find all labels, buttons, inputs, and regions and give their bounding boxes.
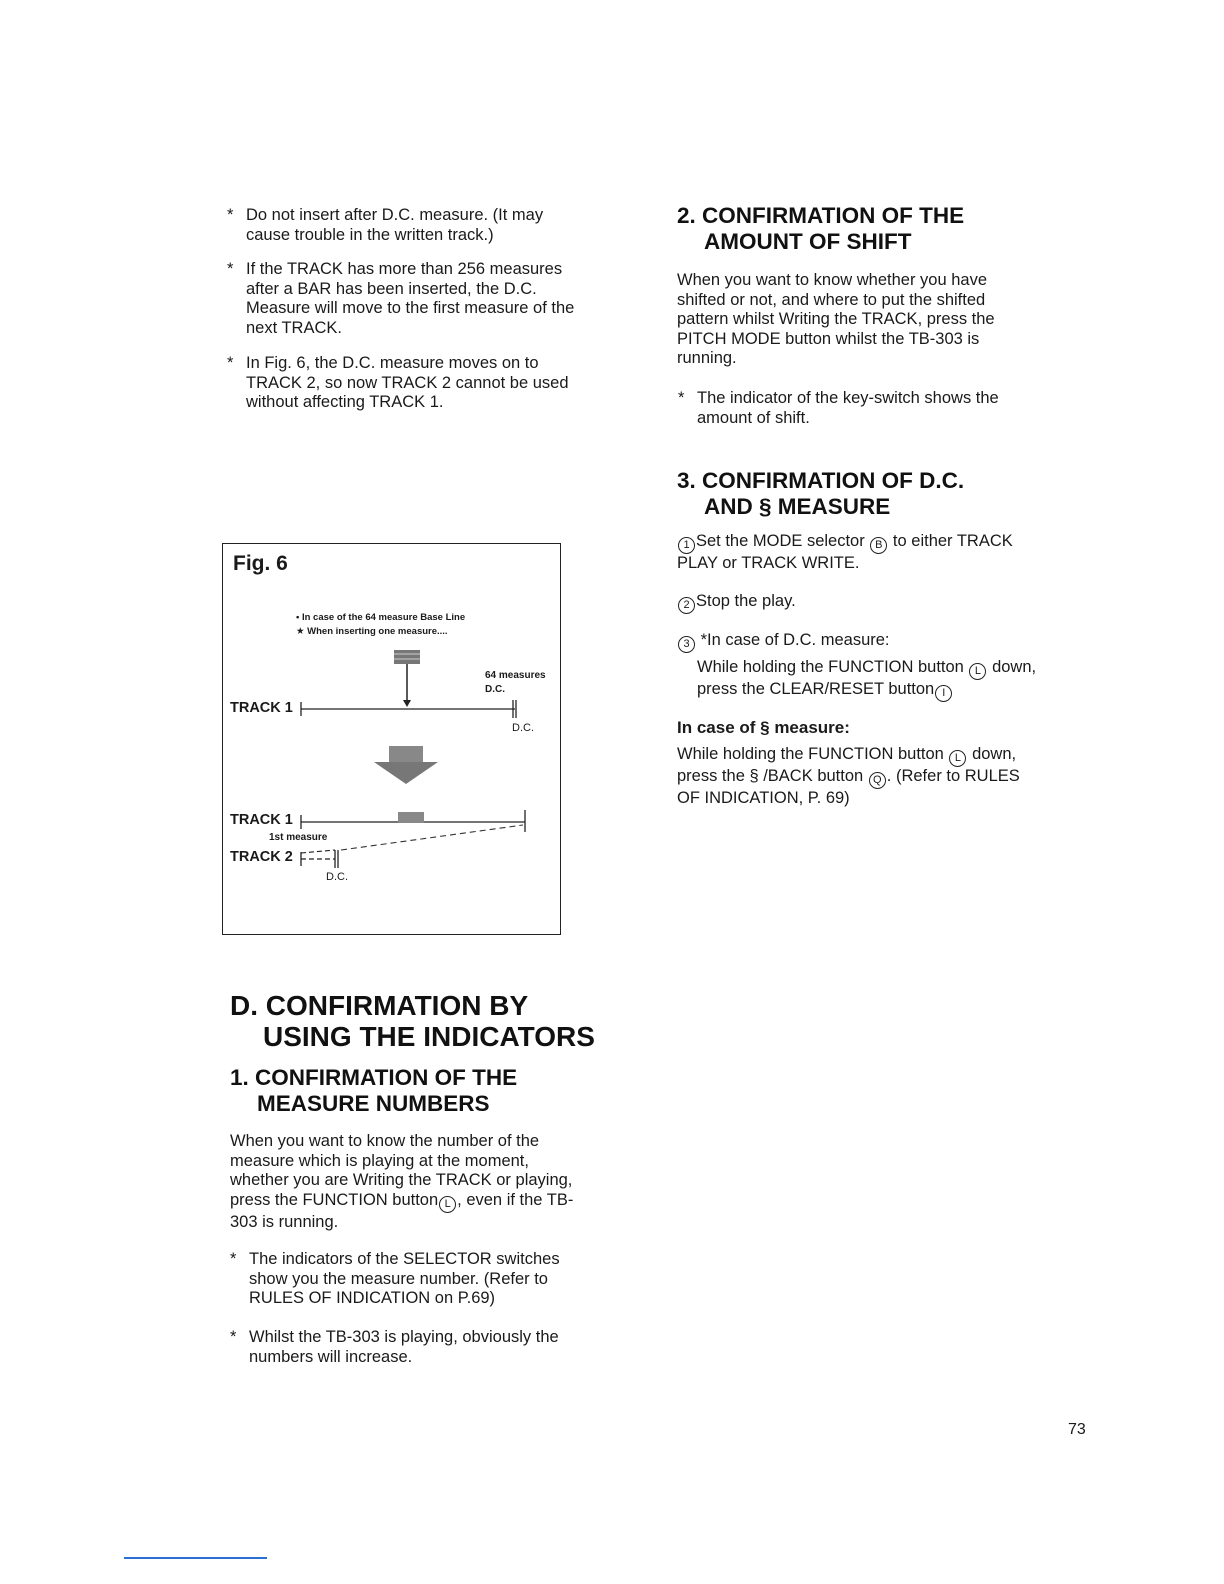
section-3-line1: 3. CONFIRMATION OF D.C. — [677, 468, 965, 493]
section-3-line2: AND § MEASURE — [704, 494, 891, 519]
section-3-step-2 — [677, 592, 1037, 614]
track1-after-line — [301, 810, 525, 832]
section-1-bullet-increase — [230, 1328, 589, 1367]
section-1-heading — [230, 1065, 517, 1117]
shift-dashed-line — [341, 825, 523, 850]
bullet-star: * — [227, 260, 234, 278]
step-1-text-b: to either TRACK PLAY or TRACK WRITE. — [677, 532, 1013, 572]
step-3-detail-a: While holding the FUNCTION button — [697, 658, 964, 676]
bullet-text: If the TRACK has more than 256 measures after a BAR has been inserted, the D.C. Measure will move to the first measure of the next TRACK. — [246, 260, 575, 337]
sign-text-b: down, press the § /BACK button — [677, 745, 1017, 785]
bullet-text: The indicators of the SELECTOR switches show you the measure number. (Refer to RULES OF INDICATION on P.69) — [249, 1250, 560, 1307]
page-number: 73 — [1068, 1421, 1086, 1438]
track1-label-after: TRACK 1 — [230, 812, 293, 828]
insert-block-icon — [394, 650, 420, 664]
section-1-bullet-selector — [230, 1250, 589, 1309]
section-2-line2: AMOUNT OF SHIFT — [704, 229, 912, 254]
bullet-text: The indicator of the key-switch shows the amount of shift. — [697, 389, 999, 427]
bullet-star: * — [227, 206, 234, 224]
section-3-heading — [677, 468, 964, 520]
bullet-text: Do not insert after D.C. measure. (It may cause trouble in the written track.) — [246, 206, 544, 244]
function-button-icon: L — [439, 1196, 456, 1213]
section-2-bullet — [678, 389, 1027, 428]
section-d-line1: D. CONFIRMATION BY — [230, 990, 529, 1021]
section-d-line2: USING THE INDICATORS — [263, 1021, 595, 1052]
figure-diagram — [223, 544, 562, 936]
bullet-text: Whilst the TB-303 is playing, obviously the numbers will increase. — [249, 1328, 559, 1366]
section-3-step-3 — [677, 631, 1037, 653]
sign-measure-heading: In case of § measure: — [677, 718, 850, 737]
section-1-line1: 1. CONFIRMATION OF THE — [230, 1065, 518, 1090]
section-3-step-3-detail — [697, 658, 1037, 702]
section-2-heading — [677, 203, 964, 255]
bullet-star: * — [230, 1250, 237, 1268]
sign-text-c: . (Refer to RULES OF INDICATION, P. 69) — [677, 767, 1020, 807]
bullet-text: In Fig. 6, the D.C. measure moves on to TRACK 2, so now TRACK 2 cannot be used without affecting TRACK 1. — [246, 354, 569, 411]
step-2-text: Stop the play. — [696, 592, 796, 610]
section-1-paragraph — [230, 1132, 590, 1232]
clear-reset-button-icon: I — [935, 685, 952, 702]
insert-arrow-icon — [403, 664, 411, 707]
back-button-icon: Q — [869, 772, 886, 789]
mode-selector-icon: B — [870, 537, 887, 554]
function-button-icon: L — [969, 663, 986, 680]
bullet-fig6 — [227, 354, 586, 413]
step-3-detail-b: down, press the CLEAR/RESET button — [697, 658, 1037, 698]
step-3-text: *In case of D.C. measure: — [700, 631, 890, 649]
figure-6 — [222, 543, 561, 935]
footer-rule — [124, 1557, 267, 1559]
measures-64-label: 64 measures — [485, 670, 546, 681]
bullet-256-measures — [227, 260, 586, 338]
track2-label: TRACK 2 — [230, 849, 293, 865]
dc-label-top: D.C. — [512, 722, 534, 734]
dc-label-bottom: D.C. — [326, 871, 348, 883]
step-number-2: 2 — [678, 597, 695, 614]
figure-title: Fig. 6 — [233, 552, 288, 575]
section-2-line1: 2. CONFIRMATION OF THE — [677, 203, 965, 228]
track1-label: TRACK 1 — [230, 700, 293, 716]
section-3-step-1 — [677, 532, 1037, 574]
function-button-icon: L — [949, 750, 966, 767]
section-1-text-a: When you want to know the number of the measure which is playing at the moment, whether you are Writing the TRACK or playing, press the FUNCTION button — [230, 1132, 573, 1209]
step-1-text-a: Set the MODE selector — [696, 532, 865, 550]
step-number-1: 1 — [678, 537, 695, 554]
bullet-dc-insert — [227, 206, 586, 245]
bullet-star: * — [230, 1328, 237, 1346]
section-d-heading — [230, 990, 595, 1052]
section-2-paragraph: When you want to know whether you have shifted or not, and where to put the shifted pattern whilst Writing the TRACK, press the PITCH MODE button whilst the TB-303 is running. — [677, 271, 995, 367]
section-1-text-b: , even if the TB-303 is running. — [230, 1190, 574, 1231]
dc-label-bold: D.C. — [485, 684, 505, 695]
big-down-arrow-icon — [374, 746, 438, 784]
bullet-star: * — [678, 389, 685, 407]
track2-line — [301, 850, 338, 868]
sign-text-a: While holding the FUNCTION button — [677, 745, 944, 763]
figure-note-insert: ★ When inserting one measure.... — [296, 626, 448, 637]
step-number-3: 3 — [678, 636, 695, 653]
figure-note-base-line: • In case of the 64 measure Base Line — [296, 612, 466, 623]
section-1-line2: MEASURE NUMBERS — [257, 1091, 490, 1116]
sign-measure-paragraph — [677, 745, 1037, 809]
bullet-star: * — [227, 354, 234, 372]
first-measure-label: 1st measure — [269, 832, 328, 843]
